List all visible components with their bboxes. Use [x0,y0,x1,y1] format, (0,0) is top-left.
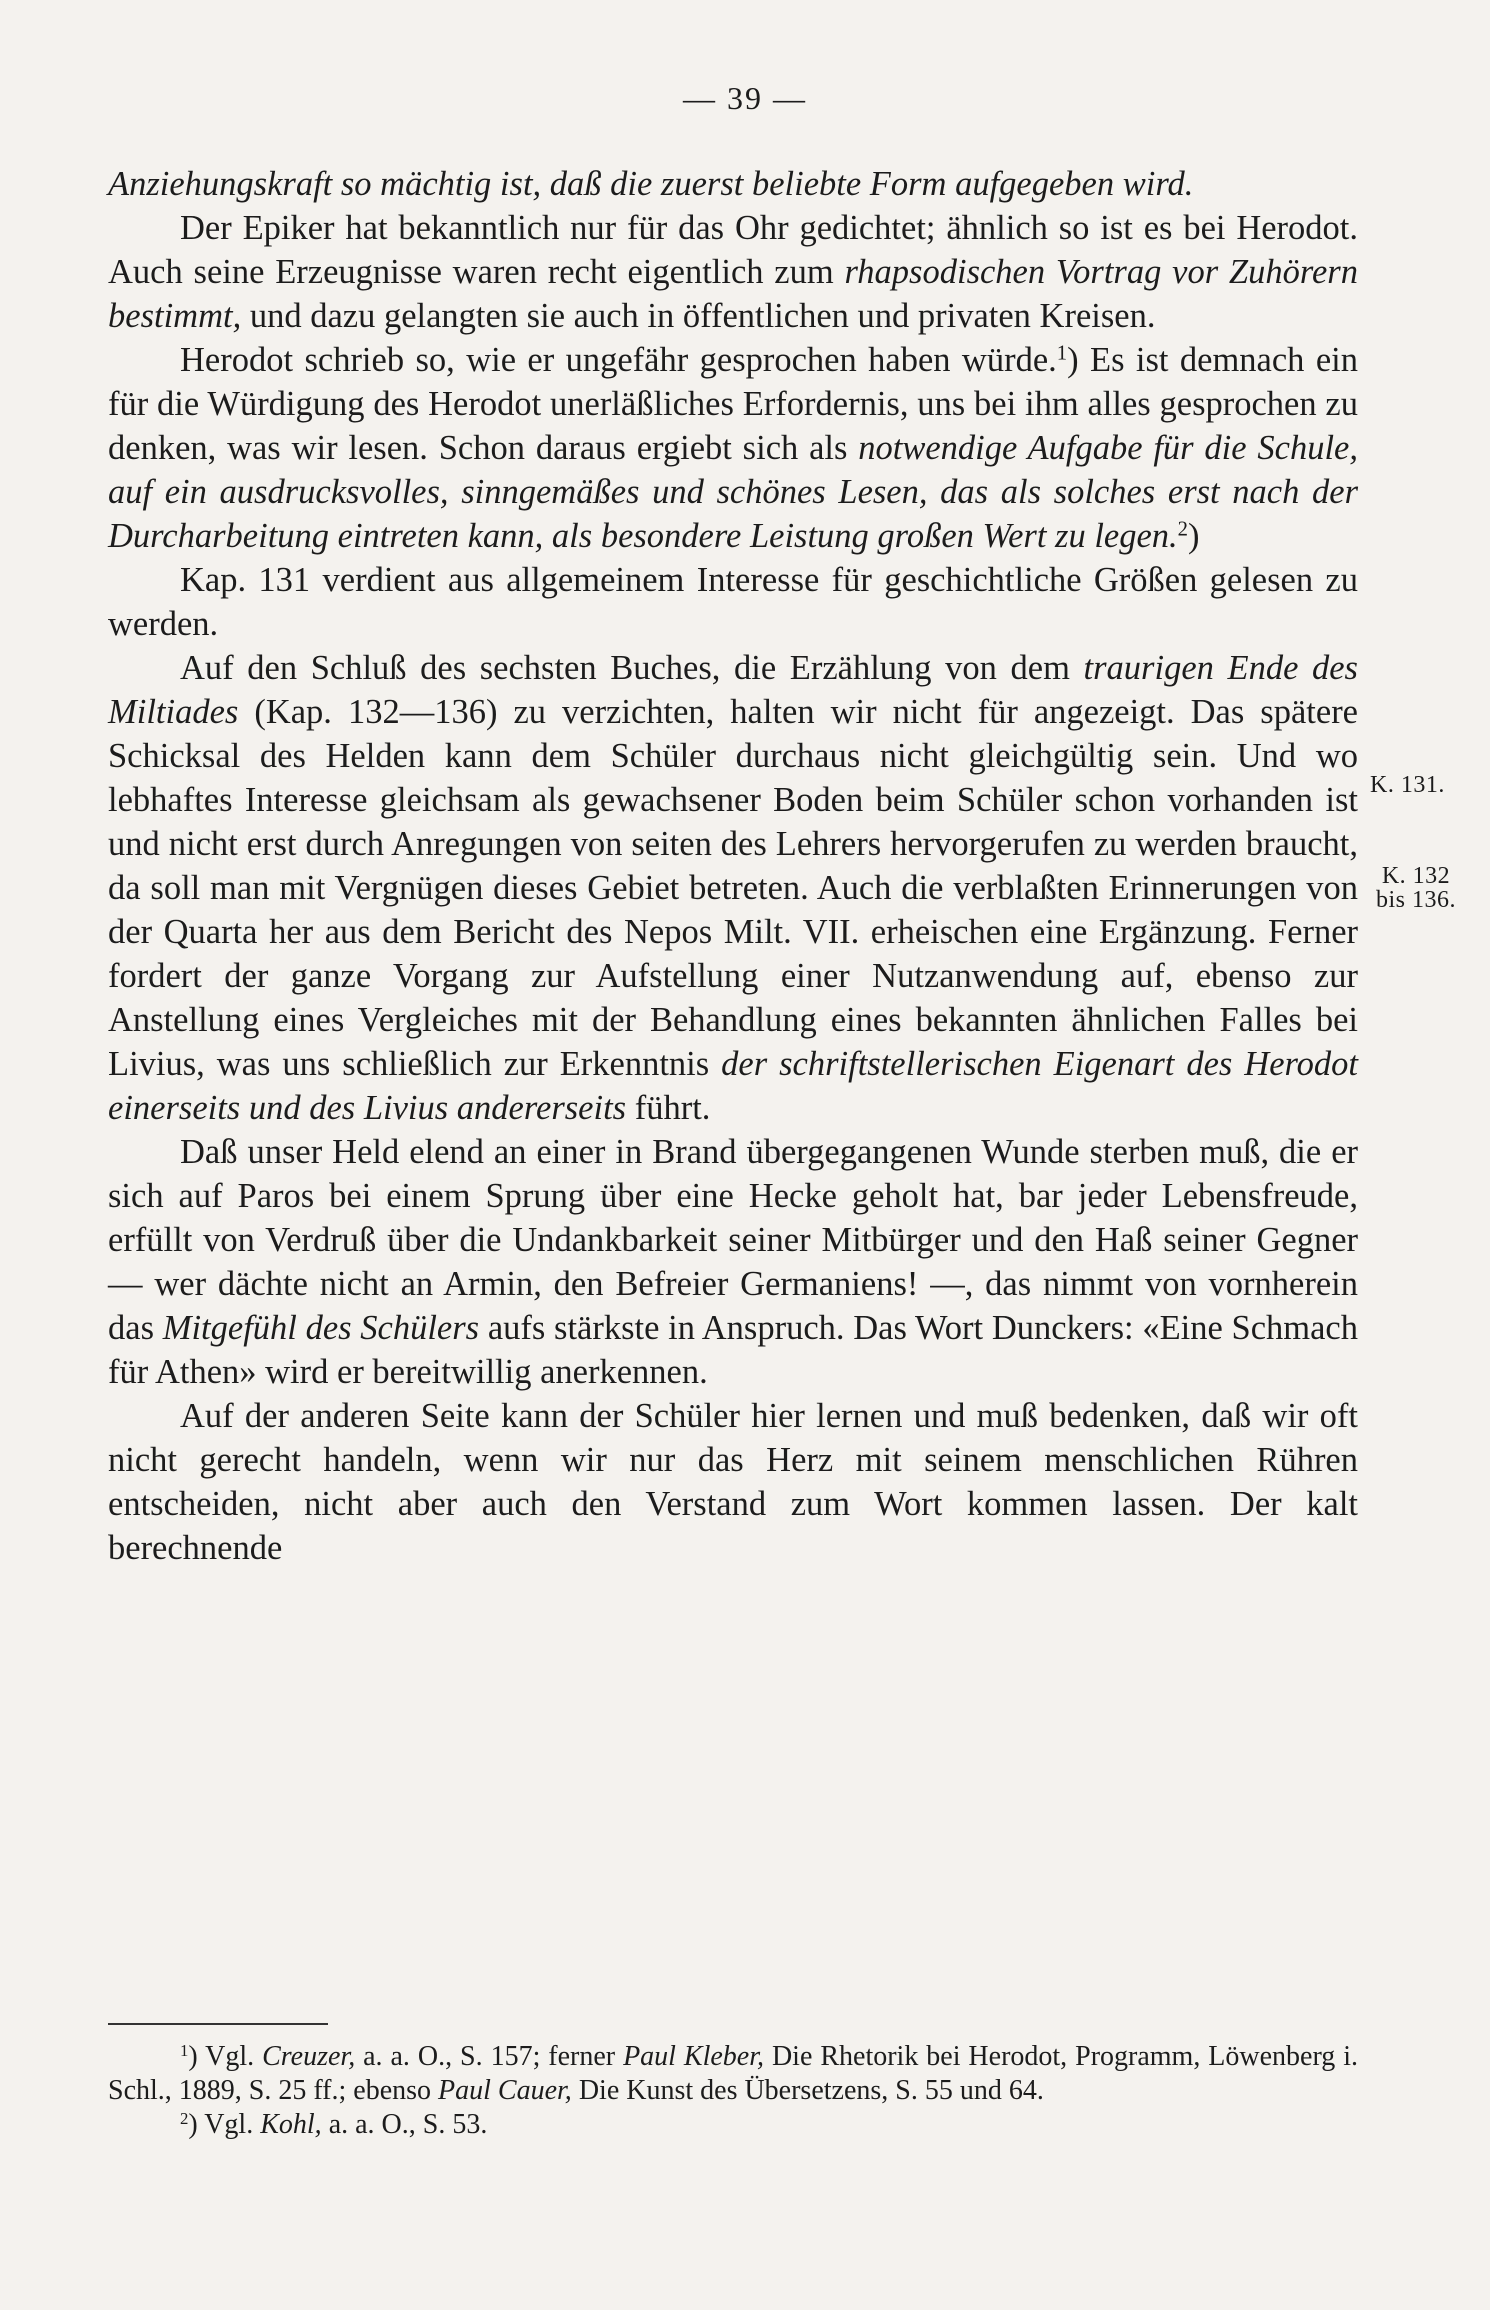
footnote-divider [108,2023,328,2025]
page-number: — 39 — [683,80,807,116]
main-text [108,162,1358,1570]
footnotes [108,2040,1358,2142]
paragraph-1 [108,162,1358,206]
text-run: führt. [626,1089,711,1127]
footnote-2 [108,2108,1358,2142]
italic-text: notwendige Aufgabe für die Schule, auf ein ausdrucksvolles, sinngemäßes und schönes Lesen, das als solches erst nach der Durcharbeitung eintreten kann, als besondere Leistung großen Wert zu legen. [108,429,1358,555]
italic-text: rhapsodischen Vortrag vor Zuhörern bestimmt, [108,253,1358,335]
italic-text: Anziehungskraft so mächtig ist, daß die zuerst beliebte Form aufgegeben wird. [108,165,1194,203]
footnote-ref-1: 1 [1056,342,1068,365]
text-run: und dazu gelangten sie auch in öffentlichen und privaten Kreisen. [241,297,1156,335]
text-run: aufs stärkste in Anspruch. Das Wort Dunckers: «Eine Schmach für Athen» wird er bereitwillig anerkennen. [108,1309,1358,1391]
paragraph-5 [108,646,1358,1130]
italic-text: Creuzer, [262,2041,356,2072]
text-run: ) Vgl. [188,2109,261,2140]
text-run: ) Vgl. [188,2041,263,2072]
text-run: ) [1188,517,1200,555]
margin-note-k132-bottom: bis 136. [1375,887,1456,913]
footnote-mark: 1 [180,2040,189,2060]
paragraph-3 [108,338,1358,558]
italic-text: Mitgefühl des Schülers [162,1309,480,1347]
paragraph-7 [108,1394,1358,1570]
italic-text: der schriftstellerischen Eigenart des Herodot einerseits und des Livius andererseits [108,1045,1359,1127]
text-run: a. a. O., S. 157; ferner [355,2041,624,2072]
text-run: a. a. O., S. 53. [321,2109,488,2140]
text-run: (Kap. 132—136) zu verzichten, halten wir nicht für angezeigt. Das spätere Schicksal des Helden kann dem Schüler durchaus nicht gleichgültig sein. Und wo lebhaftes Interesse gleichsam als gewachsener Boden beim Schüler schon vorhanden ist und nicht erst durch Anregungen von seiten des Lehrers hervorgerufen zu werden braucht, da soll man mit Vergnügen dieses Gebiet betreten. Auch die verblaßten Erinnerungen von der Quarta her aus dem Bericht des Nepos Milt. VII. erheischen eine Ergänzung. Ferner fordert der ganze Vorgang zur Aufstellung einer Nutzanwendung auf, ebenso zur Anstellung eines Vergleiches mit der Behandlung eines bekannten ähnlichen Falles bei Livius, was uns schließlich zur Erkenntnis [108,693,1358,1083]
text-run: Der Epiker hat bekanntlich nur für das Ohr gedichtet; ähnlich so ist es bei Herodot. Auch seine Erzeugnisse waren recht eigentlich zum [108,209,1358,291]
footnote-ref-2: 2 [1177,518,1189,541]
italic-text: Kohl, [260,2109,322,2140]
paragraph-4 [108,558,1358,646]
margin-note-k132-top: K. 132 [1381,863,1451,889]
text-run: Die Kunst des Übersetzens, S. 55 und 64. [571,2075,1044,2106]
margin-note-k131: K. 131. [1370,772,1445,798]
text-run: Auf den Schluß des sechsten Buches, die Erzählung von dem [180,649,1084,687]
footnote-1 [108,2040,1358,2108]
paragraph-6 [108,1130,1358,1394]
text-run: Kap. 131 verdient aus allgemeinem Interesse für geschichtliche Größen gelesen zu werden. [108,561,1358,643]
margin-note-k132 [1370,864,1462,912]
text-run: ) Es ist demnach ein für die Würdigung des Herodot unerläßliches Erfordernis, uns bei ihm alles gesprochen zu denken, was wir lesen. Schon daraus ergiebt sich als [108,341,1358,467]
italic-text: Paul Kleber, [623,2041,765,2072]
text-run: Auf der anderen Seite kann der Schüler hier lernen und muß bedenken, daß wir oft nicht gerecht handeln, wenn wir nur das Herz mit seinem menschlichen Rühren entscheiden, nicht aber auch den Verstand zum Wort kommen lassen. Der kalt berechnende [108,1397,1358,1567]
italic-text: Paul Cauer, [438,2075,572,2106]
text-run: Die Rhetorik bei Herodot, Programm, Löwenberg i. Schl., 1889, S. 25 ff.; ebenso [108,2041,1358,2106]
text-run: Daß unser Held elend an einer in Brand übergegangenen Wunde sterben muß, die er sich auf Paros bei einem Sprung über eine Hecke geholt hat, bar jeder Lebensfreude, erfüllt von Verdruß über die Undankbarkeit seiner Mitbürger und den Haß seiner Gegner — wer dächte nicht an Armin, den Befreier Germaniens! —, das nimmt von vornherein das [108,1133,1358,1347]
text-run: Herodot schrieb so, wie er ungefähr gesprochen haben würde. [180,341,1057,379]
paragraph-2 [108,206,1358,338]
footnote-mark: 2 [180,2108,189,2128]
italic-text: traurigen Ende des Miltiades [108,649,1358,731]
